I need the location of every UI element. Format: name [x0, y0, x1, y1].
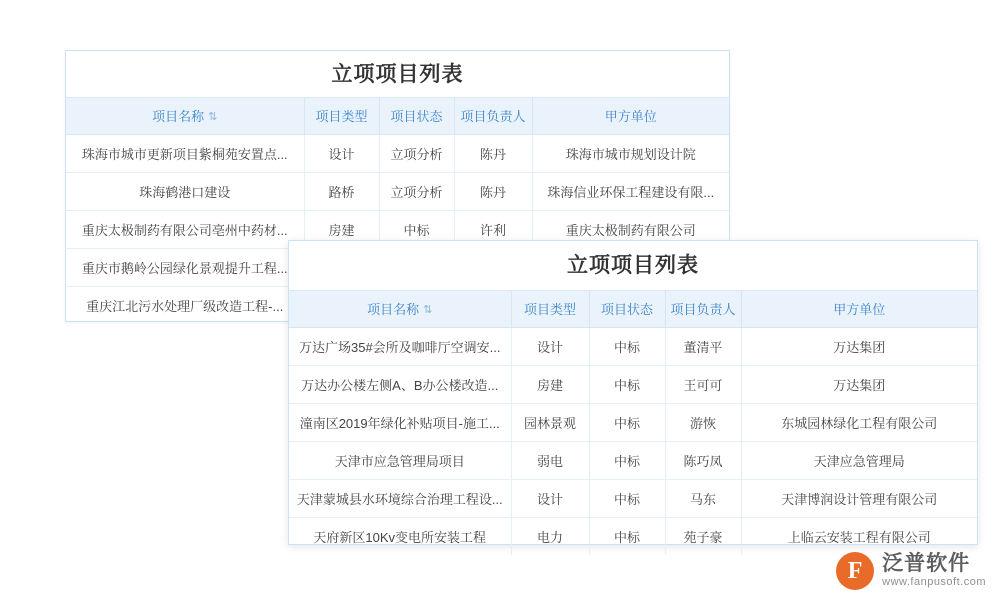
- cell-project-owner[interactable]: 许利: [454, 210, 532, 248]
- cell-project-status: 立项分析: [379, 134, 454, 172]
- cell-project-status: 中标: [589, 403, 665, 441]
- cell-project-owner[interactable]: 陈丹: [454, 134, 532, 172]
- cell-project-status: 立项分析: [379, 172, 454, 210]
- column-header-project-type[interactable]: 项目类型: [511, 291, 589, 327]
- cell-project-name[interactable]: 万达广场35#会所及咖啡厅空调安...: [289, 327, 511, 365]
- column-header-project-name[interactable]: [66, 98, 304, 134]
- cell-project-owner[interactable]: 马东: [665, 479, 741, 517]
- cell-project-type: 设计: [511, 479, 589, 517]
- cell-client-unit: 天津博润设计管理有限公司: [741, 479, 977, 517]
- table-row[interactable]: [289, 517, 977, 555]
- watermark-logo: [836, 552, 986, 590]
- cell-project-type: 路桥: [304, 172, 379, 210]
- cell-project-name[interactable]: 天津蒙城县水环境综合治理工程设...: [289, 479, 511, 517]
- cell-project-status: 中标: [589, 327, 665, 365]
- table-header-row: [66, 98, 729, 134]
- table-row[interactable]: [66, 134, 729, 172]
- table-row[interactable]: [289, 327, 977, 365]
- project-table-front: [289, 291, 977, 555]
- column-label: 项目名称: [152, 109, 205, 125]
- cell-project-status: 中标: [379, 210, 454, 248]
- cell-project-owner[interactable]: 游恢: [665, 403, 741, 441]
- cell-project-name[interactable]: 天津市应急管理局项目: [289, 441, 511, 479]
- column-header-project-type[interactable]: 项目类型: [304, 98, 379, 134]
- cell-project-name[interactable]: 珠海市城市更新项目紫桐苑安置点...: [66, 134, 304, 172]
- brand-mark-icon: F: [836, 552, 874, 590]
- panel-title-front: 立项项目列表: [289, 241, 977, 291]
- cell-project-name[interactable]: 万达办公楼左侧A、B办公楼改造...: [289, 365, 511, 403]
- cell-project-status: 中标: [589, 479, 665, 517]
- table-row[interactable]: [289, 365, 977, 403]
- cell-project-type: 电力: [511, 517, 589, 555]
- watermark-text: [882, 553, 986, 589]
- cell-client-unit: 珠海信业环保工程建设有限...: [532, 172, 729, 210]
- cell-project-name[interactable]: 潼南区2019年绿化补贴项目-施工...: [289, 403, 511, 441]
- table-row[interactable]: [289, 403, 977, 441]
- cell-client-unit: 天津应急管理局: [741, 441, 977, 479]
- cell-project-name[interactable]: 珠海鹤港口建设: [66, 172, 304, 210]
- cell-client-unit: 重庆太极制药有限公司: [532, 210, 729, 248]
- cell-project-name[interactable]: 重庆市鹅岭公园绿化景观提升工程...: [66, 248, 304, 286]
- cell-client-unit: 珠海市城市规划设计院: [532, 134, 729, 172]
- cell-project-name[interactable]: 重庆太极制药有限公司亳州中药材...: [66, 210, 304, 248]
- cell-project-type: 设计: [304, 134, 379, 172]
- cell-client-unit: 上临云安装工程有限公司: [787, 529, 931, 545]
- cell-project-owner[interactable]: 苑子豪: [665, 517, 741, 555]
- brand-name: 泛普软件: [882, 552, 971, 575]
- project-list-panel-front[interactable]: [288, 240, 978, 545]
- table-header-row: [289, 291, 977, 327]
- cell-project-status: 中标: [589, 517, 665, 555]
- cell-client-unit: 东城园林绿化工程有限公司: [741, 403, 977, 441]
- sort-icon[interactable]: ⇅: [208, 111, 218, 124]
- brand-url: www.fanpusoft.com: [882, 576, 986, 588]
- cell-client-unit: 万达集团: [741, 327, 977, 365]
- cell-project-type: 园林景观: [511, 403, 589, 441]
- column-label: 项目名称: [367, 302, 420, 318]
- table-row[interactable]: [289, 479, 977, 517]
- cell-project-owner[interactable]: 陈丹: [454, 172, 532, 210]
- cell-project-type: 弱电: [511, 441, 589, 479]
- column-header-client-unit[interactable]: 甲方单位: [741, 291, 977, 327]
- cell-client-unit: 万达集团: [741, 365, 977, 403]
- cell-project-owner[interactable]: 陈巧凤: [665, 441, 741, 479]
- cell-project-owner[interactable]: 王可可: [665, 365, 741, 403]
- cell-project-name[interactable]: 重庆江北污水处理厂级改造工程-...: [66, 286, 304, 324]
- column-header-project-owner[interactable]: 项目负责人: [454, 98, 532, 134]
- table-row[interactable]: [66, 172, 729, 210]
- sort-icon[interactable]: ⇅: [423, 304, 433, 317]
- column-header-client-unit[interactable]: 甲方单位: [532, 98, 729, 134]
- cell-project-type: 房建: [511, 365, 589, 403]
- cell-project-type: 设计: [511, 327, 589, 365]
- cell-project-status: 中标: [589, 441, 665, 479]
- cell-project-name[interactable]: 天府新区10Kv变电所安装工程: [289, 517, 511, 555]
- column-header-project-name[interactable]: [289, 291, 511, 327]
- column-header-project-owner[interactable]: 项目负责人: [665, 291, 741, 327]
- table-row[interactable]: [289, 441, 977, 479]
- panel-title-back: 立项项目列表: [66, 51, 729, 98]
- cell-project-status: 中标: [589, 365, 665, 403]
- cell-project-type: 房建: [304, 210, 379, 248]
- column-header-project-status[interactable]: 项目状态: [589, 291, 665, 327]
- cell-project-owner[interactable]: 董清平: [665, 327, 741, 365]
- column-header-project-status[interactable]: 项目状态: [379, 98, 454, 134]
